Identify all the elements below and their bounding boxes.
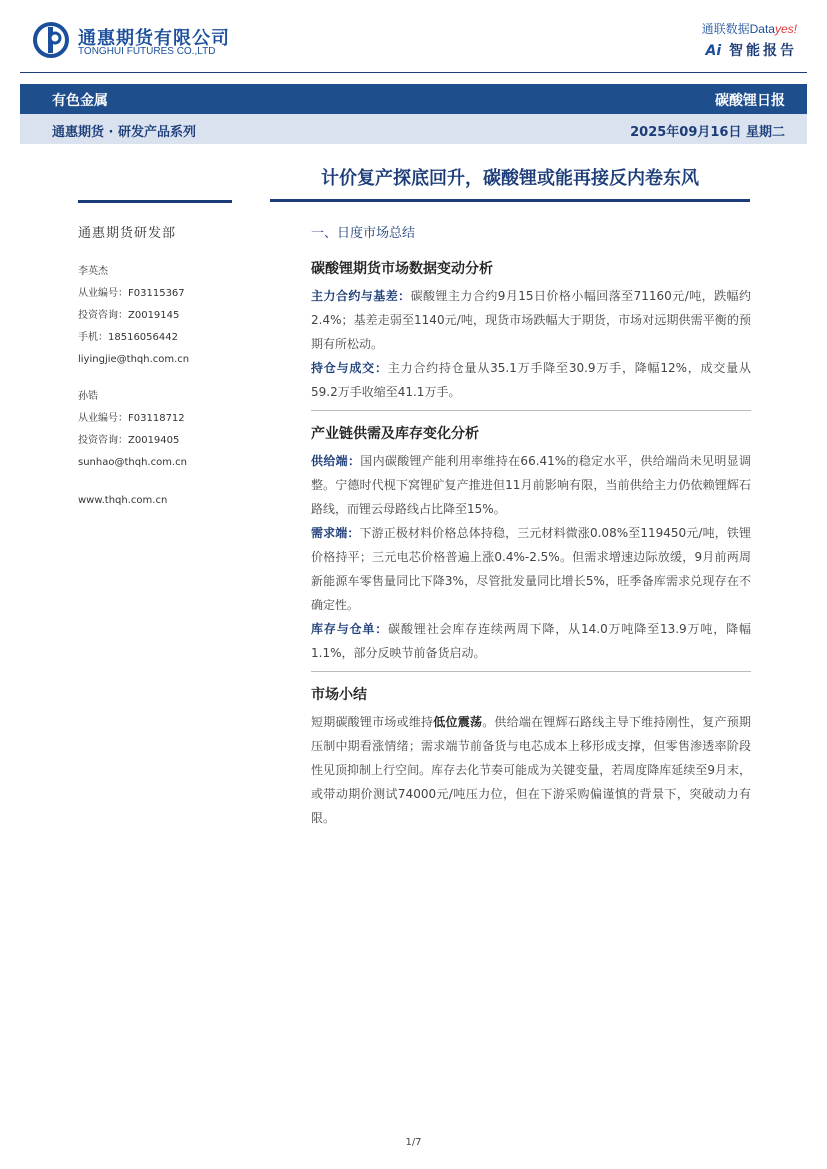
analyst-email[interactable]: liyingjie@thqh.com.cn — [78, 354, 190, 365]
series-label: 通惠期货 · 研发产品系列 — [52, 125, 196, 140]
company-name-cn: 通惠期货有限公司 — [78, 28, 230, 49]
section-divider — [311, 671, 751, 672]
company-logo-icon — [33, 22, 69, 58]
analyst-license: 从业编号：F03115367 — [78, 288, 185, 299]
summary-paragraph — [311, 710, 751, 830]
sidebar-topline — [78, 200, 232, 203]
section-heading: 一、日度市场总结 — [311, 226, 416, 241]
para-text: 。供给端在锂辉石路线主导下维持刚性，复产预期压制中期看涨情绪；需求端节前备货与电芯成本上移形成支撑，但零售渗透率阶段性见顶抑制上行空间。库存去化节奏可能成为关键变量，若周度降库延续至9月末，或带动期价测试74000元/吨压力位，但在下游采购偏谨慎的背景下，突破动力有限。 — [311, 715, 751, 825]
analyst-sidebar — [78, 222, 248, 512]
ai-report-badge — [705, 40, 797, 60]
summary-heading: 市场小结 — [311, 687, 367, 703]
position-paragraph — [311, 356, 751, 404]
para-text: 主力合约持仓量从35.1万手降至30.9万手，降幅12%，成交量从59.2万手收缩至41.1万手。 — [311, 361, 751, 399]
partner-brand: Data — [749, 22, 775, 36]
supply-paragraph — [311, 449, 751, 521]
analyst-email[interactable]: sunhao@thqh.com.cn — [78, 457, 187, 468]
series-band — [20, 114, 807, 144]
category-band — [20, 84, 807, 114]
chain-heading: 产业链供需及库存变化分析 — [311, 426, 479, 442]
ai-report-label: 智能报告 — [729, 43, 797, 59]
para-text: 碳酸锂主力合约9月15日价格小幅回落至71160元/吨，跌幅约2.4%；基差走弱至1140元/吨，现货市场跌幅大于期货，市场对远期供需平衡的预期有所松动。 — [311, 289, 751, 351]
title-underline — [270, 199, 750, 202]
ai-label: Ai — [705, 43, 722, 59]
report-type-label: 碳酸锂日报 — [715, 93, 785, 109]
futures-heading: 碳酸锂期货市场数据变动分析 — [311, 261, 493, 277]
para-label: 需求端： — [311, 526, 360, 540]
partner-yes: yes! — [774, 22, 797, 36]
demand-paragraph — [311, 521, 751, 617]
department-name: 通惠期货研发部 — [78, 226, 177, 241]
para-text: 短期碳酸锂市场或维持 — [311, 715, 434, 729]
analyst-advisory: 投资咨询：Z0019145 — [78, 310, 180, 321]
para-label: 主力合约与基差： — [311, 289, 411, 303]
para-text: 国内碳酸锂产能利用率维持在66.41%的稳定水平，供给端尚未见明显调整。宁德时代枧下窝锂矿复产推进但11月前影响有限，当前供给主力仍依赖锂辉石路线，而锂云母路线占比降至15%。 — [311, 454, 751, 516]
header-divider — [20, 72, 807, 73]
category-label: 有色金属 — [52, 93, 108, 109]
partner-name: 通联数据 — [701, 22, 750, 36]
para-label: 持仓与成交： — [311, 361, 388, 375]
section-divider — [311, 410, 751, 411]
para-text: 下游正极材料价格总体持稳，三元材料微涨0.08%至119450元/吨，铁锂价格持平；三元电芯价格普遍上涨0.4%-2.5%。但需求增速边际放缓，9月前两周新能源车零售量同比下降3%，尽管批发量同比增长5%，旺季备库需求兑现存在不确定性。 — [311, 526, 751, 612]
page-number: 1/7 — [405, 1137, 422, 1148]
partner-logo — [702, 20, 797, 37]
report-date: 2025年09月16日 星期二 — [630, 125, 785, 140]
analyst-license: 从业编号：F03118712 — [78, 413, 185, 424]
company-name-en: TONGHUI FUTURES CO.,LTD — [78, 46, 216, 57]
report-title: 计价复产探底回升，碳酸锂或能再接反内卷东风 — [321, 168, 699, 189]
para-text: 碳酸锂社会库存连续两周下降，从14.0万吨降至13.9万吨，降幅1.1%，部分反映节前备货启动。 — [311, 622, 751, 660]
analyst-advisory: 投资咨询：Z0019405 — [78, 435, 180, 446]
analyst-name: 李英杰 — [78, 266, 108, 277]
futures-paragraph — [311, 284, 751, 356]
para-label: 库存与仓单： — [311, 622, 389, 636]
report-body — [311, 222, 751, 830]
inventory-paragraph — [311, 617, 751, 665]
para-label: 供给端： — [311, 454, 361, 468]
website-link[interactable]: www.thqh.com.cn — [78, 495, 168, 506]
para-emphasis: 低位震荡 — [433, 715, 483, 729]
analyst-name: 孙锆 — [78, 391, 98, 402]
analyst-phone: 手机：18516056442 — [78, 332, 178, 343]
